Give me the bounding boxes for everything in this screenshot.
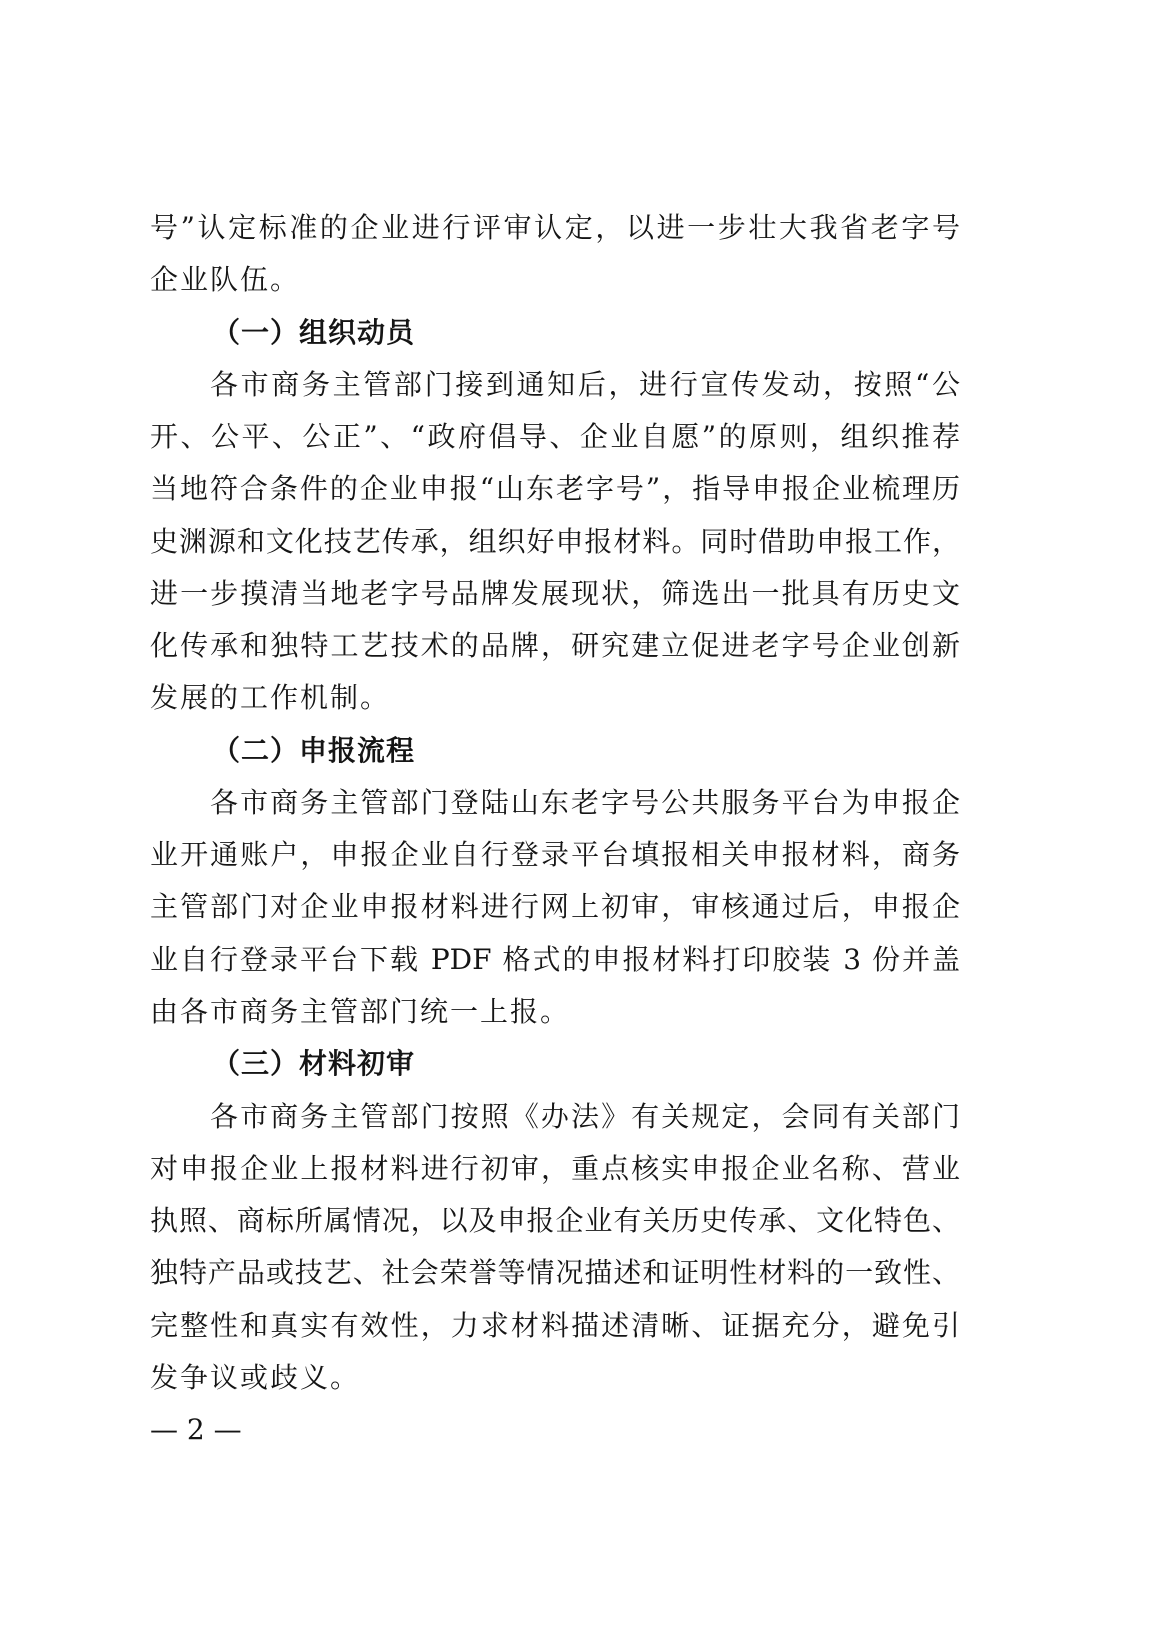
section2-line: 业自行登录平台下载 PDF 格式的申报材料打印胶装 3 份并盖	[150, 942, 960, 976]
section-heading-review: （三）材料初审	[212, 1047, 416, 1081]
intro-line: 号”认定标准的企业进行评审认定，以进一步壮大我省老字号	[150, 211, 960, 244]
section-heading-process: （二）申报流程	[212, 733, 416, 767]
document-body	[150, 202, 960, 1404]
section1-line: 发展的工作机制。	[150, 681, 391, 715]
section-heading-organize: （一）组织动员	[212, 315, 416, 349]
section3-line: 发争议或歧义。	[150, 1360, 361, 1394]
section2-line: 主管部门对企业申报材料进行网上初审，审核通过后，申报企	[150, 890, 960, 924]
section3-line: 完整性和真实有效性，力求材料描述清晰、证据充分，避免引	[150, 1308, 960, 1342]
section3-line: 各市商务主管部门按照《办法》有关规定，会同有关部门	[210, 1099, 960, 1133]
section3-line: 独特产品或技艺、社会荣誉等情况描述和证明性材料的一致性、	[150, 1256, 960, 1290]
section3-line: 执照、商标所属情况，以及申报企业有关历史传承、文化特色、	[150, 1204, 960, 1238]
section1-line: 进一步摸清当地老字号品牌发展现状，筛选出一批具有历史文	[150, 576, 960, 610]
section3-line: 对申报企业上报材料进行初审，重点核实申报企业名称、营业	[150, 1151, 960, 1185]
section1-line: 当地符合条件的企业申报“山东老字号”，指导申报企业梳理历	[150, 472, 960, 506]
intro-line: 企业队伍。	[150, 263, 301, 297]
section2-line: 由各市商务主管部门统一上报。	[150, 994, 571, 1028]
section1-line: 史渊源和文化技艺传承，组织好申报材料。同时借助申报工作，	[150, 524, 960, 558]
page-number: — 2 —	[150, 1413, 242, 1446]
section1-line: 化传承和独特工艺技术的品牌，研究建立促进老字号企业创新	[150, 629, 960, 663]
section2-line: 各市商务主管部门登陆山东老字号公共服务平台为申报企	[210, 785, 960, 819]
section1-line: 各市商务主管部门接到通知后，进行宣传发动，按照“公	[210, 367, 960, 401]
section1-line: 开、公平、公正”、“政府倡导、企业自愿”的原则，组织推荐	[150, 420, 960, 454]
section2-line: 业开通账户，申报企业自行登录平台填报相关申报材料，商务	[150, 838, 960, 872]
